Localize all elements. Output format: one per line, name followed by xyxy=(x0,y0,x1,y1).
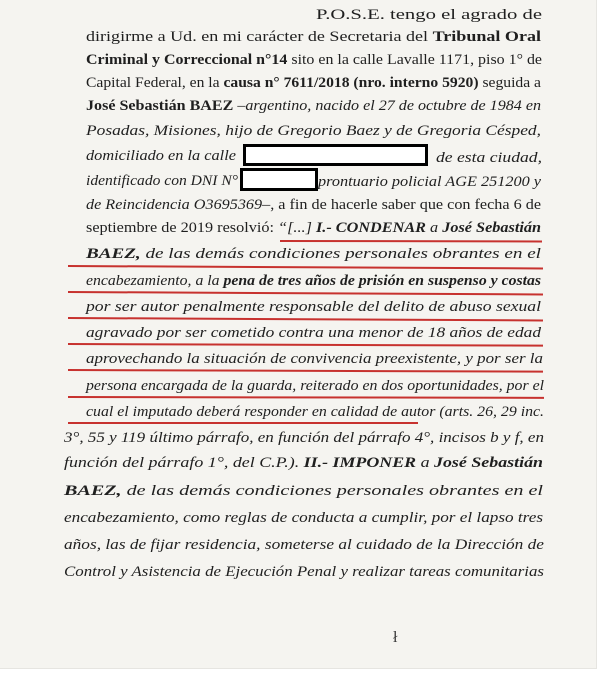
text-line-7b xyxy=(436,149,542,167)
text-line-9 xyxy=(86,196,541,214)
text-line-5 xyxy=(86,97,541,115)
line-22-text: años, las de fijar residencia, someterse al cuidado de la Dirección de xyxy=(64,537,544,553)
defendant-name-ruling-2: José Sebastián xyxy=(434,455,543,471)
line-4-text: Capital Federal, en la xyxy=(86,75,224,91)
text-line-10 xyxy=(86,219,541,237)
line-7-tail: de esta ciudad, xyxy=(436,150,542,166)
defendant-name-ruling-1: José Sebastián xyxy=(442,220,541,236)
text-line-6 xyxy=(86,122,541,140)
ruling-2-heading: II.- IMPONER xyxy=(303,455,417,471)
line-5-text: –argentino, nacido el 27 de octubre de 1984 en xyxy=(233,98,541,114)
sentence-text: pena de tres años de prisión en suspenso y costas xyxy=(223,273,541,289)
line-20-text: de las demás condiciones personales obrantes en el xyxy=(121,483,543,499)
line-6-text: Posadas, Misiones, hijo de Gregorio Baez y de Gregoria Césped, xyxy=(86,123,541,139)
line-9-tail: , a fin de hacerle saber que con fecha 6 de xyxy=(270,197,541,213)
defendant-name: José Sebastián BAEZ xyxy=(86,98,234,114)
text-line-19 xyxy=(64,454,543,472)
redaction-box-dni xyxy=(240,168,318,191)
defendant-surname-ruling-1: BAEZ, xyxy=(86,246,141,262)
line-19-a: a xyxy=(416,455,435,471)
redaction-box-address xyxy=(243,144,428,166)
text-line-18 xyxy=(64,429,544,447)
underline-5 xyxy=(68,343,543,347)
line-10-quote: “[...] xyxy=(278,220,316,236)
line-18-text: 3°, 55 y 119 último párrafo, en función del párrafo 4°, incisos b y f, en xyxy=(64,430,544,446)
line-7-text: domiciliado en la calle xyxy=(86,148,236,164)
defendant-surname-ruling-2: BAEZ, xyxy=(64,483,122,499)
line-19-text: función del párrafo 1°, del C.P.). xyxy=(64,455,304,471)
line-11-text: de las demás condiciones personales obrantes en el xyxy=(140,246,541,262)
line-21-text: encabezamiento, como reglas de conducta a cumplir, por el lapso tres xyxy=(64,510,543,526)
text-line-22 xyxy=(64,536,544,554)
text-line-8b xyxy=(318,173,541,191)
underline-3 xyxy=(68,291,543,295)
underline-8 xyxy=(68,422,418,424)
line-14-text: agravado por ser cometido contra una menor de 18 años de edad xyxy=(86,325,541,341)
underline-6 xyxy=(68,369,543,373)
line-9-text: de Reincidencia O3695369– xyxy=(86,197,271,213)
line-2-text: dirigirme a Ud. en mi carácter de Secretaria del xyxy=(86,29,433,45)
text-line-1 xyxy=(316,6,542,24)
underline-1 xyxy=(280,240,542,242)
text-line-11 xyxy=(86,245,541,263)
text-line-21 xyxy=(64,509,543,527)
line-1-text: P.O.S.E. tengo el agrado de xyxy=(316,7,542,23)
ruling-1-heading: I.- CONDENAR xyxy=(315,220,426,236)
line-12-text: encabezamiento, a la xyxy=(86,273,224,289)
text-line-20 xyxy=(64,482,543,500)
underline-4 xyxy=(68,317,543,321)
text-line-12 xyxy=(86,272,541,290)
line-3-text: sito en la calle Lavalle 1171, piso 1° de xyxy=(287,52,542,68)
case-number: causa n° 7611/2018 (nro. interno 5920) xyxy=(223,75,479,91)
text-line-15 xyxy=(86,350,543,368)
text-line-7a xyxy=(86,147,236,165)
text-line-14 xyxy=(86,324,541,342)
line-10-a: a xyxy=(425,220,443,236)
page-mark: ł xyxy=(393,629,398,646)
text-line-3 xyxy=(86,51,542,69)
text-line-23 xyxy=(64,563,544,581)
text-line-8a xyxy=(86,172,238,190)
line-4-tail: seguida a xyxy=(478,75,541,91)
line-15-text: aprovechando la situación de convivencia preexistente, y por ser la xyxy=(86,351,543,367)
text-line-13 xyxy=(86,298,541,316)
text-line-16 xyxy=(86,377,544,395)
text-line-2 xyxy=(86,28,541,46)
underline-2 xyxy=(68,265,543,269)
line-8-tail: prontuario policial AGE 251200 y xyxy=(318,174,541,190)
line-23-text: Control y Asistencia de Ejecución Penal y realizar tareas comunitarias xyxy=(64,564,544,580)
underline-7 xyxy=(68,396,544,399)
court-name: Criminal y Correccional n°14 xyxy=(86,52,288,68)
text-line-17 xyxy=(86,403,544,421)
line-8-text: identificado con DNI N° xyxy=(86,173,238,189)
tribunal-name: Tribunal Oral xyxy=(432,29,541,45)
line-10-text: septiembre de 2019 resolvió: xyxy=(86,220,279,236)
line-17-text: cual el imputado deberá responder en calidad de autor (arts. 26, 29 inc. xyxy=(86,404,544,420)
line-13-text: por ser autor penalmente responsable del delito de abuso sexual xyxy=(86,299,541,315)
text-line-4 xyxy=(86,74,541,92)
line-16-text: persona encargada de la guarda, reiterado en dos oportunidades, por el xyxy=(86,378,544,394)
